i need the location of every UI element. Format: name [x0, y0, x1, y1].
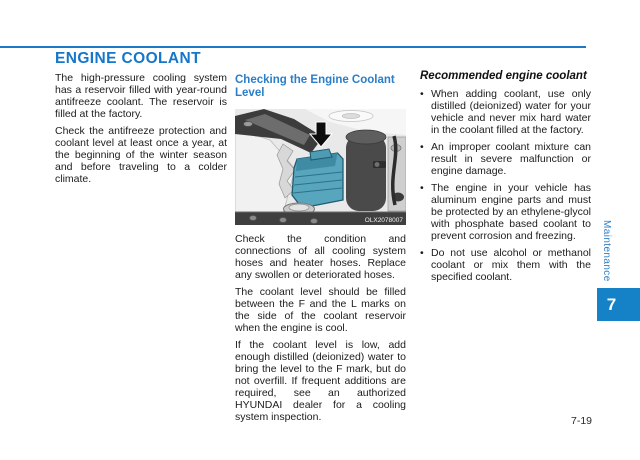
sidebar-section-label: Maintenance — [601, 220, 612, 282]
paragraph: Check the antifreeze protection and coolant level at least once a year, at the beginning of the winter season and before traveling to a colder climate. — [55, 125, 227, 185]
chapter-number: 7 — [606, 294, 617, 314]
figure-caption: OLX2078007 — [364, 217, 403, 224]
radiator-cap-top — [289, 204, 309, 211]
paragraph: If the coolant level is low, add enough distilled (deionized) water to bring the level to the F mark, but do not overfill. If frequent additions are required, see an authorized HYUNDAI dealer for a cooling system inspection. — [235, 339, 406, 423]
bullet-text: Do not use alcohol or methanol coolant or mix them with the specified coolant. — [431, 247, 591, 283]
bullet-icon: • — [420, 141, 424, 153]
bullet-item — [420, 88, 591, 136]
paragraph: The coolant level should be filled between the F and the L marks on the side of the coolant reservoir when the engine is cool. — [235, 286, 406, 334]
strut-cap — [342, 114, 360, 119]
column-center — [235, 72, 406, 428]
chapter-tab — [597, 288, 640, 321]
page-number: 7-19 — [570, 415, 592, 427]
bullet-icon: • — [420, 182, 424, 194]
bullet-item — [420, 141, 591, 177]
column-left — [55, 72, 227, 190]
beam-bolt — [280, 218, 287, 223]
paragraph: The high-pressure cooling system has a reservoir filled with year-round antifreeze coolant. The reservoir is filled at the factory. — [55, 72, 227, 120]
bullet-text: The engine in your vehicle has aluminum engine parts and must be protected by an ethylene-glycol with phosphate based coolant to prevent corrosion and freezing. — [431, 182, 591, 242]
engine-bay-illustration — [235, 109, 406, 225]
bullet-text: An improper coolant mixture can result in severe malfunction or engine damage. — [431, 141, 591, 177]
bullet-item — [420, 182, 591, 242]
paragraph: Check the condition and connections of all cooling system hoses and heater hoses. Replace any swollen or deteriorated hoses. — [235, 233, 406, 281]
header-rule — [0, 46, 586, 48]
cowl-bolt — [244, 122, 253, 127]
air-duct-top — [346, 130, 386, 144]
beam-bolt — [311, 219, 318, 224]
duct-bolt — [375, 162, 380, 167]
beam-bolt — [250, 216, 257, 221]
column-right — [420, 70, 591, 288]
bullet-icon: • — [420, 247, 424, 259]
page-title: ENGINE COOLANT — [55, 50, 201, 67]
bullet-icon: • — [420, 88, 424, 100]
air-duct — [346, 135, 386, 211]
bullet-text: When adding coolant, use only distilled (deionized) water for your vehicle and never mix hard water in the coolant filled at the factory. — [431, 88, 591, 136]
engine-bay-figure — [235, 109, 406, 225]
subsection-heading: Recommended engine coolant — [420, 70, 587, 82]
bullet-item — [420, 247, 591, 283]
section-heading: Checking the Engine Coolant Level — [235, 74, 395, 99]
